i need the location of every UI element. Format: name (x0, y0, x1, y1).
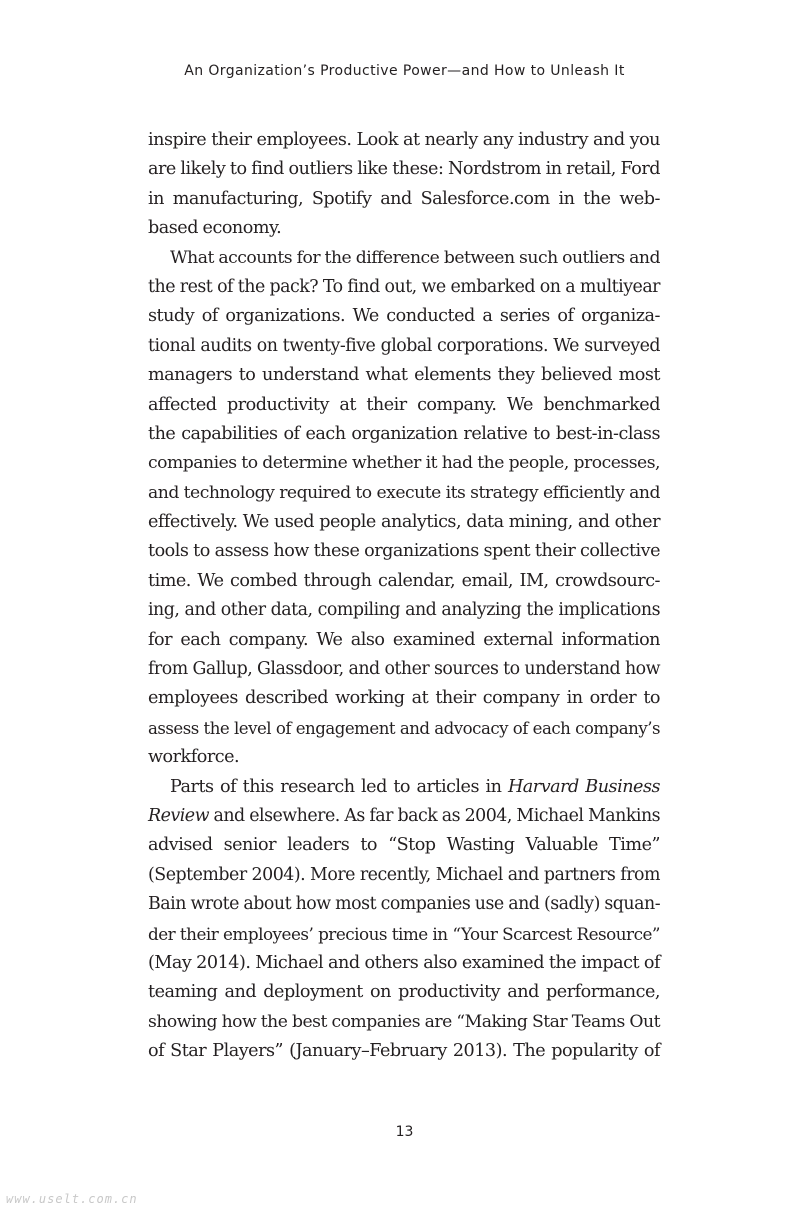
text-line: advised senior leaders to “Stop Wasting Valuable Time” (148, 835, 660, 856)
text-line: based economy. (148, 218, 282, 239)
page-number: 13 (395, 1124, 414, 1140)
text-line: der their employees’ precious time in “Your Scarcest Resource” (148, 923, 660, 944)
paragraph-3 (148, 773, 660, 1067)
text-line: effectively. We used people analytics, data mining, and other (148, 512, 660, 533)
text-line: employees described working at their company in order to (148, 688, 660, 709)
text-line: assess the level of engagement and advocacy of each company’s (148, 718, 660, 738)
text-line: the capabilities of each organization relative to best-in-class (148, 423, 660, 444)
text-line (148, 802, 660, 831)
text-line: in manufacturing, Spotify and Salesforce.com in the web- (148, 188, 660, 209)
text-line (148, 773, 660, 802)
running-head: An Organization’s Productive Power—and How to Unleash It (184, 63, 625, 79)
text-line: What accounts for the difference between such outliers and (170, 247, 660, 268)
text-run: and elsewhere. As far back as 2004, Michael Mankins (208, 805, 661, 826)
text-line: from Gallup, Glassdoor, and other sources to understand how (148, 659, 660, 680)
text-line: study of organizations. We conducted a series of organiza- (148, 306, 660, 327)
paragraph-1 (148, 126, 660, 244)
journal-title-italic: Harvard Business (507, 776, 661, 797)
text-line: and technology required to execute its strategy efficiently and (148, 482, 660, 503)
text-line: ing, and other data, compiling and analyzing the implications (148, 600, 660, 621)
text-line: teaming and deployment on productivity and performance, (148, 982, 660, 1003)
text-line: for each company. We also examined external information (148, 629, 660, 650)
text-line: Bain wrote about how most companies use and (sadly) squan- (148, 894, 661, 915)
text-line: companies to determine whether it had the people, processes, (148, 453, 660, 474)
watermark: www.uselt.com.cn (6, 1192, 138, 1206)
body-text (148, 126, 660, 1067)
text-line: showing how the best companies are “Making Star Teams Out (148, 1011, 660, 1032)
text-line: (September 2004). More recently, Michael and partners from (148, 864, 660, 885)
text-line: are likely to find outliers like these: Nordstrom in retail, Ford (148, 159, 660, 180)
journal-title-italic: Review (148, 805, 209, 826)
text-line: (May 2014). Michael and others also examined the impact of (148, 952, 660, 973)
paragraph-2 (148, 244, 660, 773)
text-line: inspire their employees. Look at nearly any industry and you (148, 130, 660, 150)
text-line: of Star Players” (January–February 2013). The popularity of (148, 1041, 660, 1062)
text-line: time. We combed through calendar, email, IM, crowdsourc- (148, 570, 660, 591)
text-line: the rest of the pack? To find out, we embarked on a multiyear (148, 276, 660, 297)
text-line: managers to understand what elements they believed most (148, 365, 660, 386)
text-line: tional audits on twenty-five global corporations. We surveyed (148, 335, 660, 356)
text-line: affected productivity at their company. We benchmarked (148, 394, 660, 415)
text-line: workforce. (148, 747, 240, 768)
text-run: Parts of this research led to articles in (170, 776, 508, 797)
text-line: tools to assess how these organizations spent their collective (148, 541, 660, 562)
